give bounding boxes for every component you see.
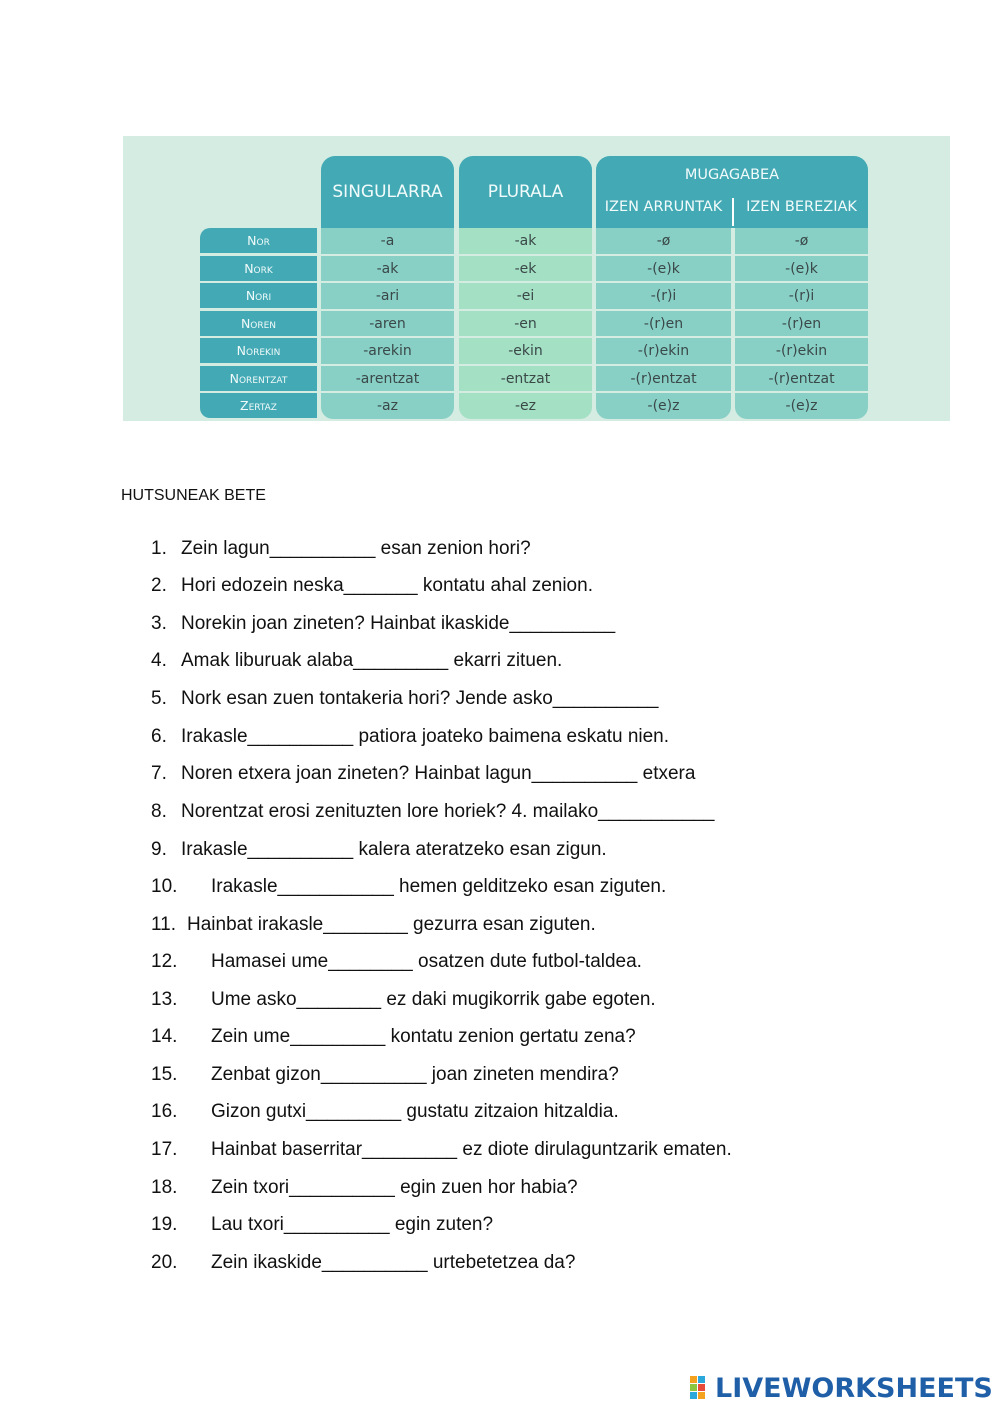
cell-plural: -ek [514, 260, 537, 277]
cell-plural: -entzat [500, 370, 551, 387]
exercise-number: 4. [151, 650, 167, 671]
cell-singular: -az [377, 397, 398, 414]
exercise-item [151, 538, 531, 560]
exercise-item [151, 763, 695, 785]
exercise-number: 1. [151, 538, 167, 559]
cell-proper: -(r)ekin [775, 342, 828, 359]
cell-plural: -en [514, 315, 537, 332]
exercise-item [151, 839, 607, 861]
exercise-item [151, 1214, 493, 1236]
cell-proper: -(r)entzat [768, 370, 835, 387]
exercise-item [151, 1026, 636, 1048]
logo-text: LIVEWORKSHEETS [715, 1372, 993, 1404]
exercise-number: 5. [151, 688, 167, 709]
case-label-zertaz: Zertaz [200, 393, 317, 418]
grammar-table [123, 136, 950, 421]
exercise-item [151, 914, 596, 936]
case-label-noren: Noren [200, 311, 317, 336]
cell-plural: -ekin [508, 342, 543, 359]
exercise-number: 16. [151, 1101, 178, 1122]
exercise-text: Zein lagun__________ esan zenion hori? [181, 538, 531, 559]
cell-common: -(r)en [643, 315, 684, 332]
exercise-item [151, 951, 642, 973]
liveworksheets-blocks-icon [689, 1374, 715, 1402]
cell-singular: -ak [376, 260, 399, 277]
exercise-item [151, 989, 656, 1011]
exercise-text: Norekin joan zineten? Hainbat ikaskide__________ [181, 613, 616, 634]
exercise-text: Zenbat gizon__________ joan zineten mendira? [211, 1064, 619, 1085]
exercise-text: Gizon gutxi_________ gustatu zitzaion hitzaldia. [211, 1101, 619, 1122]
case-label-nori: Nori [200, 283, 317, 308]
exercise-text: Hori edozein neska_______ kontatu ahal zenion. [181, 575, 593, 596]
liveworksheets-logo[interactable] [689, 1372, 993, 1404]
exercise-number: 14. [151, 1026, 178, 1047]
exercise-text: Zein ikaskide__________ urtebetetzea da? [211, 1252, 576, 1273]
cell-proper: -(e)z [785, 397, 818, 414]
cell-singular: -arentzat [355, 370, 420, 387]
cell-common: -(e)k [647, 260, 680, 277]
exercise-text: Irakasle__________ kalera ateratzeko esan zigun. [181, 839, 607, 860]
cell-plural: -ez [514, 397, 536, 414]
exercise-item [151, 1101, 619, 1123]
exercise-number: 18. [151, 1177, 178, 1198]
header-proper-nouns: IZEN BEREZIAK [746, 199, 857, 215]
exercise-number: 6. [151, 726, 167, 747]
exercise-text: Irakasle___________ hemen gelditzeko esan ziguten. [211, 876, 667, 897]
cell-common: -(e)z [647, 397, 680, 414]
cell-singular: -aren [369, 315, 406, 332]
section-title: HUTSUNEAK BETE [121, 487, 266, 504]
exercise-text: Noren etxera joan zineten? Hainbat lagun__________ etxera [181, 763, 696, 784]
header-indefinite: MUGAGABEA [684, 167, 780, 183]
exercise-number: 13. [151, 989, 178, 1010]
exercise-text: Hainbat baserritar_________ ez diote dirulaguntzarik ematen. [211, 1139, 732, 1160]
exercise-text: Hainbat irakasle________ gezurra esan ziguten. [187, 914, 596, 935]
exercise-text: Zein txori__________ egin zuen hor habia? [211, 1177, 578, 1198]
exercise-item [151, 1252, 575, 1274]
exercise-item [151, 876, 666, 898]
exercise-number: 12. [151, 951, 178, 972]
header-divider [732, 198, 734, 226]
exercise-number: 3. [151, 613, 167, 634]
cell-proper: -ø [794, 232, 809, 249]
exercise-number: 11. [151, 914, 177, 935]
exercise-text: Hamasei ume________ osatzen dute futbol-taldea. [211, 951, 642, 972]
exercise-number: 15. [151, 1064, 178, 1085]
cell-singular: -ari [375, 287, 400, 304]
exercise-item [151, 801, 714, 823]
cell-proper: -(r)en [781, 315, 822, 332]
exercise-item [151, 1064, 619, 1086]
exercise-number: 2. [151, 575, 167, 596]
exercise-text: Irakasle__________ patiora joateko baimena eskatu nien. [181, 726, 670, 747]
exercise-text: Ume asko________ ez daki mugikorrik gabe egoten. [211, 989, 656, 1010]
cell-common: -ø [656, 232, 671, 249]
exercise-number: 17. [151, 1139, 178, 1160]
exercise-item [151, 613, 615, 635]
exercise-item [151, 575, 593, 597]
case-label-norekin: Norekin [200, 338, 317, 363]
exercise-item [151, 1139, 732, 1161]
cell-common: -(r)i [650, 287, 677, 304]
exercise-text: Amak liburuak alaba_________ ekarri zituen. [181, 650, 563, 671]
cell-proper: -(e)k [785, 260, 818, 277]
header-singular: SINGULARRA [321, 156, 454, 228]
exercise-number: 20. [151, 1252, 178, 1273]
exercise-item [151, 1177, 578, 1199]
exercise-text: Norentzat erosi zenituzten lore horiek? 4. mailako___________ [181, 801, 715, 822]
cell-plural: -ak [514, 232, 537, 249]
header-common-nouns: IZEN ARRUNTAK [604, 199, 723, 215]
cell-singular: -a [380, 232, 395, 249]
cell-singular: -arekin [363, 342, 412, 359]
cell-proper: -(r)i [788, 287, 815, 304]
header-plural: PLURALA [459, 156, 592, 228]
case-label-norentzat: Norentzat [200, 366, 317, 391]
exercise-text: Zein ume_________ kontatu zenion gertatu zena? [211, 1026, 636, 1047]
exercise-number: 10. [151, 876, 178, 897]
cell-plural: -ei [516, 287, 535, 304]
exercise-number: 7. [151, 763, 167, 784]
exercise-number: 19. [151, 1214, 178, 1235]
exercise-number: 8. [151, 801, 167, 822]
exercise-text: Nork esan zuen tontakeria hori? Jende asko__________ [181, 688, 659, 709]
cell-common: -(r)ekin [637, 342, 690, 359]
case-label-nork: Nork [200, 256, 317, 281]
case-label-nor: Nor [200, 228, 317, 253]
exercise-text: Lau txori__________ egin zuten? [211, 1214, 494, 1235]
exercise-item [151, 650, 562, 672]
exercise-number: 9. [151, 839, 167, 860]
exercise-item [151, 726, 669, 748]
exercise-item [151, 688, 658, 710]
cell-common: -(r)entzat [630, 370, 697, 387]
